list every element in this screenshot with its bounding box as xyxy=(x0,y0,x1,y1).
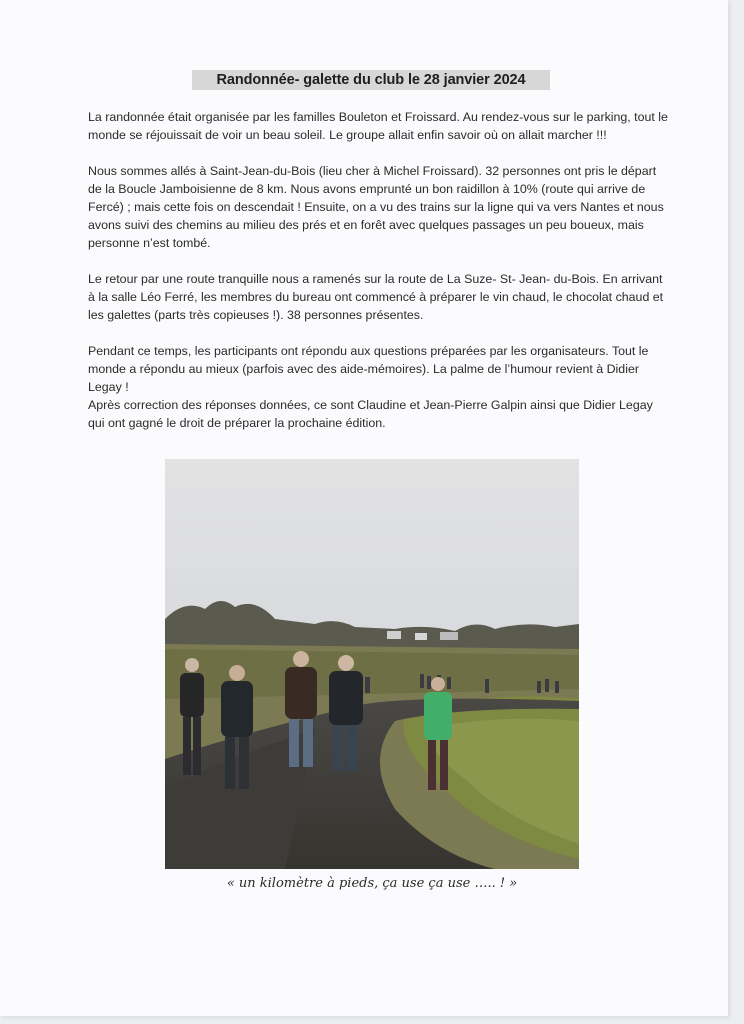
paragraph-winners: Après correction des réponses données, ce sont Claudine et Jean-Pierre Galpin ainsi que Didier Legay qui ont gagné le droit de préparer la prochaine édition. xyxy=(88,398,653,430)
photo-caption: « un kilomètre à pieds, ça use ça use ….. ! » xyxy=(226,876,518,891)
hikers-photo xyxy=(165,459,579,869)
paragraph-route: Nous sommes allés à Saint-Jean-du-Bois (lieu cher à Michel Froissard). 32 personnes ont pris le départ de la Boucle Jamboisienne de 8 km. Nous avons emprunté un bon raidillon à 10% (route qui arrive de Fercé) ; mais cette fois on descendait ! Ensuite, on a vu des trains sur la ligne qui va vers Nantes et nous avons suivi des chemins au milieu des prés et en forêt avec quelques passages un peu boueux, mais personne n’est tombé. xyxy=(88,164,664,250)
paragraph-quiz: Pendant ce temps, les participants ont répondu aux questions préparées par les organisateurs. Tout le monde a répondu au mieux (parfois avec des aide-mémoires). La palme de l’humour revient à Didier Legay ! xyxy=(88,344,649,394)
paragraph-intro: La randonnée était organisée par les familles Bouleton et Froissard. Au rendez-vous sur le parking, tout le monde se réjouissait de voir un beau soleil. Le groupe allait enfin savoir où on allait marcher !!! xyxy=(88,110,668,142)
document-body xyxy=(88,108,668,432)
document-title: Randonnée- galette du club le 28 janvier 2024 xyxy=(192,70,550,90)
paragraph-return: Le retour par une route tranquille nous a ramenés sur la route de La Suze- St- Jean- du-Bois. En arrivant à la salle Léo Ferré, les membres du bureau ont commencé à préparer le vin chaud, le chocolat chaud et les galettes (parts très copieuses !). 38 personnes présentes. xyxy=(88,272,664,322)
